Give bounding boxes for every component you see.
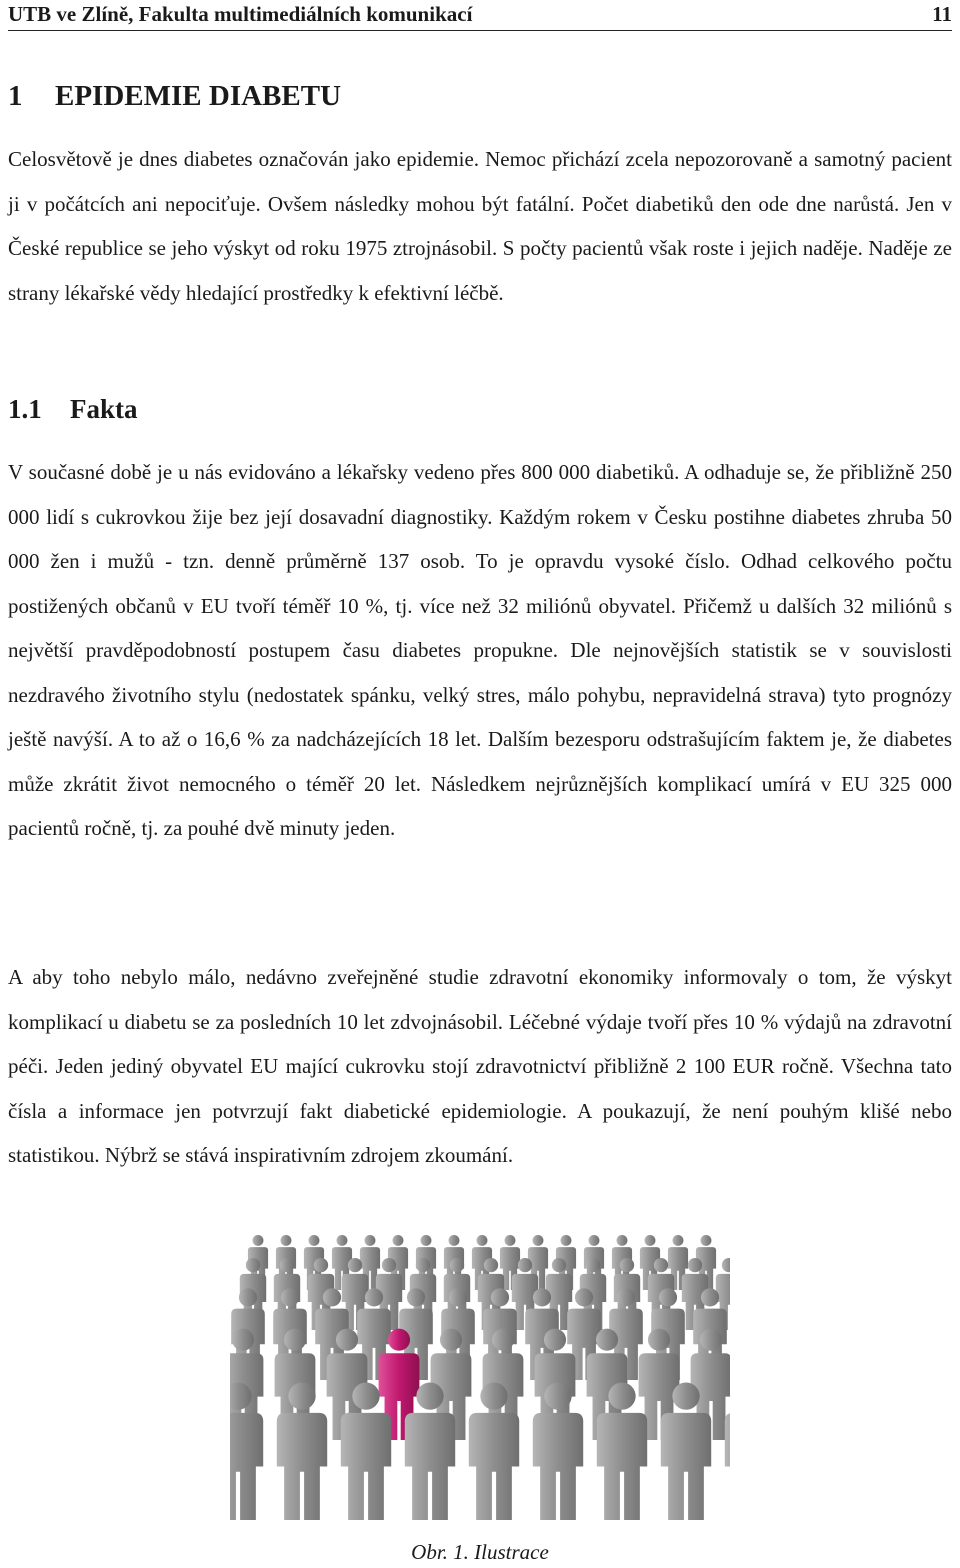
- section-paragraph-1: V současné době je u nás evidováno a lékařsky vedeno přes 800 000 diabetiků. A odhaduje se, že přibližně 250 000 lidí s cukrovkou žije bez její dosavadní diagnostiky. Každým rokem v Česku postihne diabetes zhruba 50 000 žen i mužů - tzn. denně průměrně 137 osob. To je opravdu vysoké číslo. Odhad celkového počtu postižených občanů v EU tvoří téměř 10 %, tj. více než 32 miliónů obyvatel. Přičemž u dalších 32 miliónů s největší pravděpodobností postupem času diabetes propukne. Dle nejnovějších statistik se v souvislosti nezdravého životního stylu (nedostatek spánku, velký stres, málo pohybu, nepravidelná strava) tyto prognózy ještě navýší. A to až o 16,6 % za nadcházejících 18 let. Dalším bezesporu odstrašujícím faktem je, že diabetes může zkrátit život nemocného o téměř 20 let. Následkem nejrůznějších komplikací umírá v EU 325 000 pacientů ročně, tj. za pouhé dvě minuty jeden.: [8, 460, 952, 840]
- section-heading: [8, 394, 138, 425]
- chapter-heading: [8, 80, 341, 113]
- header-title: UTB ve Zlíně, Fakulta multimediálních komunikací: [8, 2, 473, 26]
- chapter-title: EPIDEMIE DIABETU: [55, 80, 342, 112]
- chapter-number: 1: [8, 80, 23, 112]
- figure-caption: Obr. 1. Ilustrace: [411, 1540, 549, 1564]
- chapter-paragraph: Celosvětově je dnes diabetes označován jako epidemie. Nemoc přichází zcela nepozorovaně a samotný pacient ji v počátcích ani nepociťuje. Ovšem následky mohou být fatální. Počet diabetiků den ode dne narůstá. Jen v České republice se jeho výskyt od roku 1975 ztrojnásobil. S počty pacientů však roste i jejich naděje. Naděje ze strany lékařské vědy hledající prostředky k efektivní léčbě.: [8, 147, 952, 305]
- section-paragraph-2: A aby toho nebylo málo, nedávno zveřejněné studie zdravotní ekonomiky informovaly o tom, že výskyt komplikací u diabetu se za posledních 10 let zdvojnásobil. Léčebné výdaje tvoří přes 10 % výdajů na zdravotní péči. Jeden jediný obyvatel EU mající cukrovku stojí zdravotnictví přibližně 2 100 EUR ročně. Všechna tato čísla a informace jen potvrzují fakt diabetické epidemiologie. A poukazují, že není pouhým klišé nebo statistikou. Nýbrž se stává inspirativním zdrojem zkoumání.: [8, 965, 952, 1167]
- crowd-people-image: [230, 1220, 730, 1540]
- crowd-person: [725, 1382, 730, 1520]
- crowd-person: [341, 1382, 391, 1520]
- crowd-person: [230, 1382, 263, 1520]
- crowd-illustration: [230, 1220, 730, 1540]
- section-title: Fakta: [70, 394, 138, 424]
- crowd-person: [533, 1382, 583, 1520]
- section-number: 1.1: [8, 394, 42, 424]
- running-header: [8, 0, 952, 31]
- page-number: 11: [932, 2, 952, 26]
